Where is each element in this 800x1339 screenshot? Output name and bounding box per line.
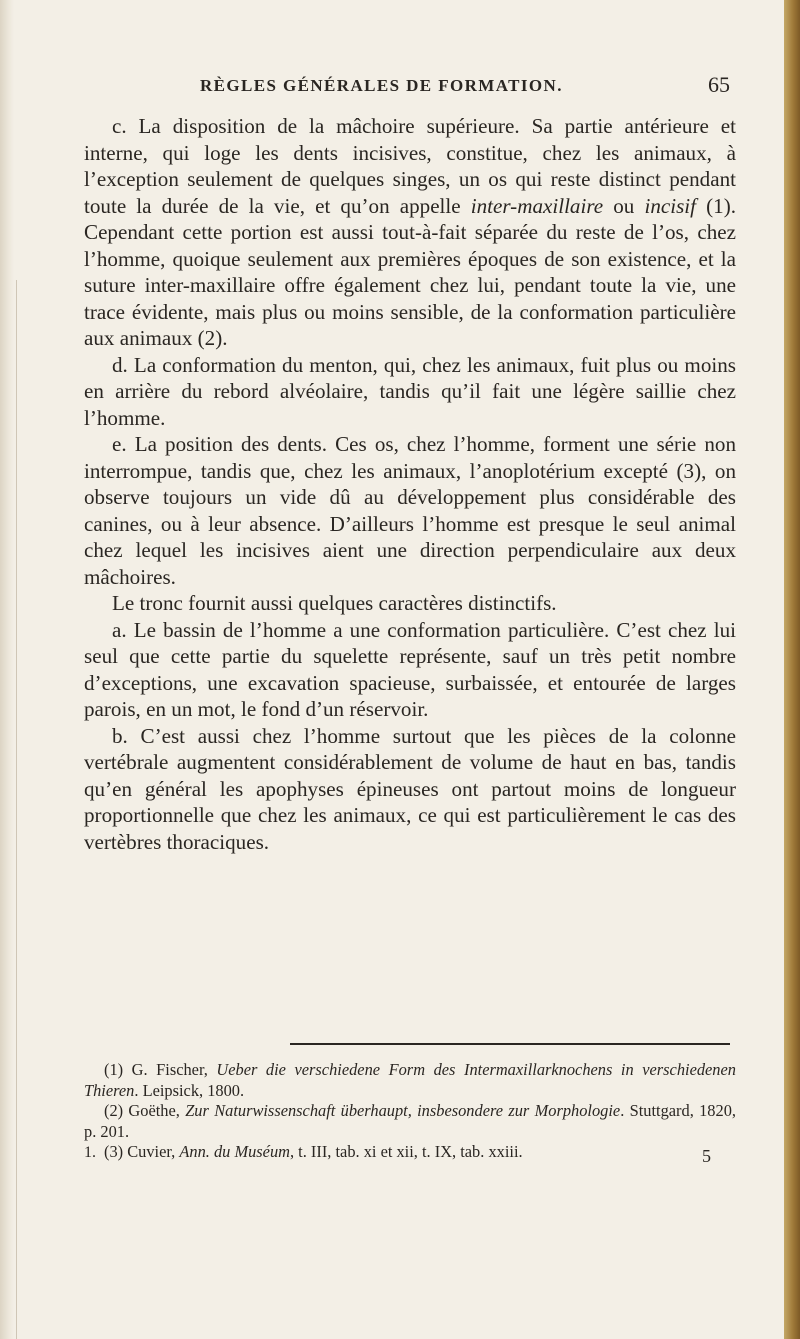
signature-number: 5 bbox=[702, 1146, 711, 1166]
footnote-rule bbox=[290, 1043, 730, 1045]
paragraph-d: d. La conformation du menton, qui, chez les animaux, fuit plus ou moins en arrière du rebord alvéolaire, tandis qu’il fait une légère saillie chez l’homme. bbox=[84, 352, 736, 430]
paragraph-b: b. C’est aussi chez l’homme surtout que les pièces de la colonne vertébrale augmentent considérablement de volume de haut en bas, tandis qu’en général les apophyses épineuses ont partout moins de longueur proportionnelle que chez les animaux, ce qui est particulièrement le cas des vertèbres thoraciques. bbox=[84, 723, 736, 854]
signature-mark: 1. bbox=[84, 1144, 96, 1161]
footnotes bbox=[84, 1060, 736, 1163]
paragraph-tronc: Le tronc fournit aussi quelques caractères distinctifs. bbox=[112, 591, 557, 615]
body-text bbox=[84, 113, 736, 855]
paragraph-c: c. La disposition de la mâchoire supérieure. Sa partie antérieure et interne, qui loge les dents incisives, constitue, chez les animaux, à l’exception seulement de quelques singes, un os qui reste distinct pendant toute la durée de la vie, et qu’on appelle inter-maxillaire ou incisif (1). Cependant cette portion est aussi tout-à-fait séparée du reste de l’os, chez l’homme, quoique seulement aux premières époques de son existence, et la suture inter-maxillaire offre également chez lui, pendant toute la vie, une trace évidente, mais plus ou moins sensible, de la conformation particulière aux animaux (2). bbox=[84, 114, 737, 350]
footnote-2: (2) Goëthe, Zur Naturwissenschaft überhaupt, insbesondere zur Morphologie. Stuttgard, 1820, p. 201. bbox=[84, 1101, 736, 1141]
footnote-3: (3) Cuvier, Ann. du Muséum, t. III, tab. xi et xii, t. IX, tab. xxiii. bbox=[104, 1142, 523, 1161]
running-title: RÈGLES GÉNÉRALES DE FORMATION. bbox=[200, 76, 563, 95]
paragraph-e: e. La position des dents. Ces os, chez l’homme, forment une série non interrompue, tandis que, chez les animaux, l’anoplotérium excepté (3), on observe toujours un vide dû au développement plus considérable des canines, ou à leur absence. D’ailleurs l’homme est presque le seul animal chez lequel les incisives aient une direction perpendiculaire aux deux mâchoires. bbox=[84, 432, 736, 589]
page-number: 65 bbox=[708, 72, 730, 97]
term-incisif: incisif bbox=[644, 193, 697, 218]
footnote-1: (1) G. Fischer, Ueber die verschiedene Form des Intermaxillarknochens in verschiedenen Thieren. Leipsick, 1800. bbox=[84, 1060, 736, 1100]
page-edge-right bbox=[784, 0, 800, 1339]
paragraph-a: a. Le bassin de l’homme a une conformation particulière. C’est chez lui seul que cette partie du squelette représente, sauf un très petit nombre d’exceptions, une excavation spacieuse, surbaissée, et entourée de larges parois, en un mot, le fond d’un réservoir. bbox=[84, 617, 736, 721]
running-head bbox=[200, 70, 730, 104]
binding-line bbox=[16, 280, 17, 1339]
term-inter-maxillaire: inter-maxillaire bbox=[470, 193, 604, 218]
page-edge-left bbox=[0, 0, 14, 1339]
